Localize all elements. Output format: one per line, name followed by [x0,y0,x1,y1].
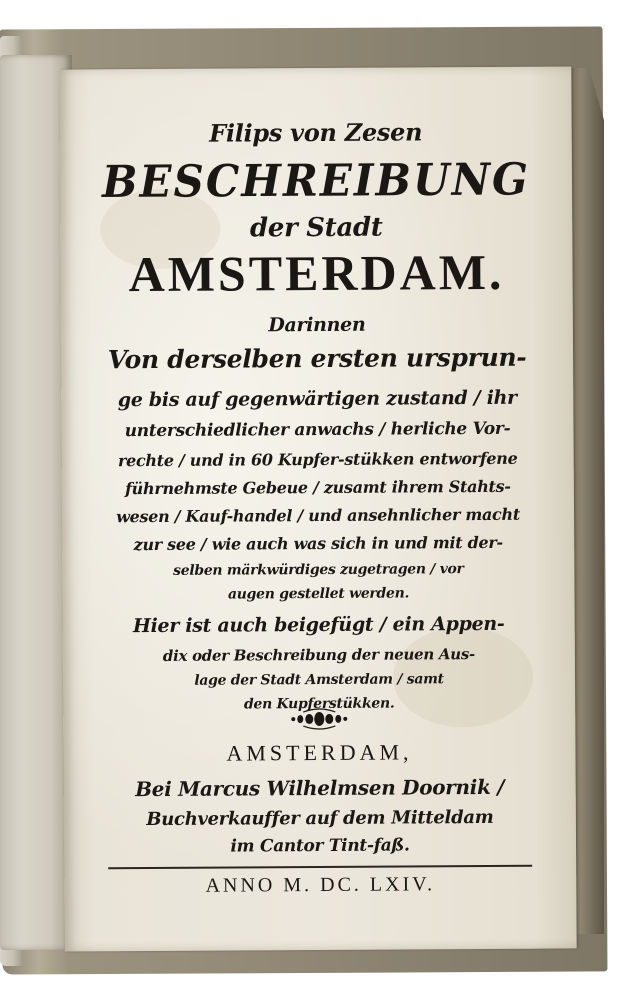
author-line: Filips von Zesen [209,117,423,148]
description-line: ge bis auf gegenwärtigen zustand / ihr [117,386,517,412]
appendix-line: Hier ist auch beigefügt / ein Appen- [132,612,505,638]
title-heading: BESCHREIBUNG [101,153,531,208]
publisher-line: Bei Marcus Wilhelmsen Doornik / [135,774,505,802]
imprint-city: AMSTERDAM, [226,739,413,766]
title-page [59,66,576,951]
description-line: Von derselben ersten ursprun- [107,342,527,375]
horizontal-rule [108,865,532,870]
description-line: führnehmste Gebeue / zusamt ihrem Stahts- [125,476,511,499]
publisher-line: im Cantor Tint-faß. [230,835,410,857]
appendix-line: den Kupferstükken. [243,695,395,713]
publisher-line: Buchverkauffer auf dem Mitteldam [146,806,494,831]
city-title: AMSTERDAM. [128,243,505,303]
appendix-line: lage der Stadt Amsterdam / samt [194,671,444,689]
description-line: rechte / und in 60 Kupfer-stükken entworfene [117,448,518,471]
intro-word: Darinnen [268,313,366,337]
description-line: augen gestellet werden. [227,585,410,603]
imprint-year: ANNO M. DC. LXIV. [205,873,436,897]
fleuron-ornament-icon [289,708,349,730]
description-line: unterschiedlicher anwachs / herliche Vor- [124,418,511,442]
description-line: zur see / wie auch was sich in und mit der- [133,532,503,555]
title-subheading: der Stadt [249,212,383,244]
description-line: wesen / Kauf-handel / und ansehnlicher macht [116,504,520,527]
description-line: selben märkwürdiges zugetragen / vor [173,561,464,579]
appendix-line: dix oder Beschreibung der neuen Aus- [162,645,475,665]
